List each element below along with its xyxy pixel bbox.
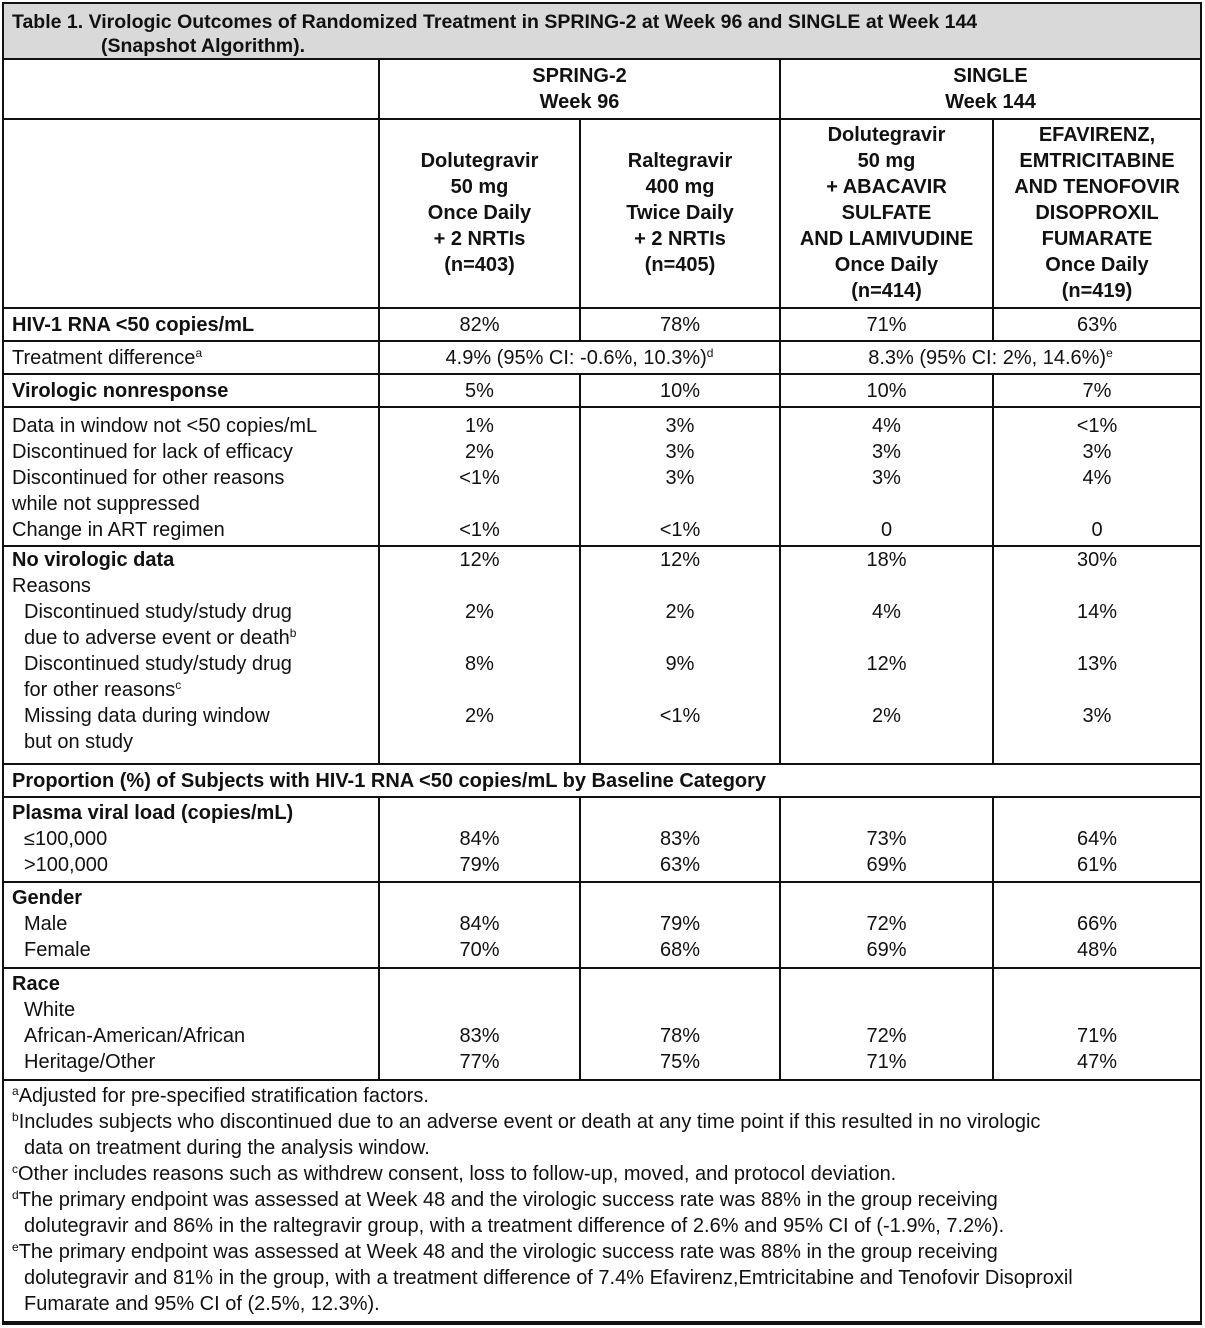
cell-value: 71% [780,308,993,341]
cell-value: 72% [866,1025,907,1047]
arm-line: Raltegravir [627,150,733,172]
footnote-text: dolutegravir and 86% in the raltegravir group, with a treatment difference of 2.6% and 95% CI of (-1.9%, 7.2%). [24,1215,1005,1237]
label-text: due to adverse event or death [24,627,290,649]
cell-value: 5% [379,374,580,407]
row-label: Plasma viral load (copies/mL) [12,802,294,824]
cell-value: 2% [665,601,695,623]
arm-line: DISOPROXIL [1035,202,1159,224]
row-label: while not suppressed [12,493,200,515]
footnote-mark: d [12,1188,19,1202]
arm-line: Once Daily [834,254,939,276]
arm-line: Once Daily [1045,254,1149,276]
table-row-treatment-difference [4,341,1200,374]
footnotes [4,1080,1200,1322]
table-row-plasma [4,797,1200,882]
arm-line: + 2 NRTIs [634,228,726,250]
arm-line: Twice Daily [626,202,734,224]
footnote-mark: a [195,346,203,360]
row-label: Data in window not <50 copies/mL [12,415,318,437]
cell-value: 3% [1082,441,1112,463]
race-values [993,968,1200,1080]
arm-line: 400 mg [645,176,715,198]
footnote-text: Fumarate and 95% CI of (2.5%, 12.3%). [24,1293,380,1315]
cell-value: 12% [659,549,701,571]
cell-value: 3% [872,467,901,489]
row-label: >100,000 [24,854,108,876]
row-label: Discontinued for lack of efficacy [12,441,293,463]
cell-value: 3% [665,415,695,437]
cell-value: 2% [465,705,494,727]
race-values [780,968,993,1080]
arm-line: EMTRICITABINE [1019,150,1175,172]
arm-header-dolutegravir [379,119,580,308]
footnote-mark: a [12,1084,19,1098]
table-row-no-virologic-data [4,546,1200,764]
arm-line: FUMARATE [1041,228,1153,250]
cell-value [781,997,992,1023]
row-label: White [24,999,76,1021]
row-label: African-American/African [24,1025,246,1047]
cell-value: <1% [459,467,500,489]
arm-line: AND LAMIVUDINE [799,228,974,250]
race-values [580,968,780,1080]
section-header: Proportion (%) of Subjects with HIV-1 RNA <50 copies/mL by Baseline Category [4,764,1200,797]
cell-value: 10% [780,374,993,407]
plasma-values [580,797,780,882]
cell-value [581,997,779,1023]
row-label: Virologic nonresponse [4,374,379,407]
plasma-labels [4,797,379,882]
cell-value: 73% [866,828,907,850]
arm-line: Once Daily [427,202,532,224]
cell-value: 48% [1076,939,1118,961]
arm-line: 50 mg [450,176,509,198]
cell-value: 4% [1082,467,1112,489]
cell-value: 75% [659,1051,701,1073]
row-label: Heritage/Other [24,1051,156,1073]
value-text: 8.3% (95% CI: 2%, 14.6%) [868,347,1107,369]
race-values [379,968,580,1080]
footnote-e [12,1239,1192,1265]
cell-value: 3% [872,441,901,463]
table-title-line1: Table 1. Virologic Outcomes of Randomized Treatment in SPRING-2 at Week 96 and SINGLE at Week 144 [12,11,978,33]
cell-value: 3% [1082,705,1112,727]
table-row-proportion-header [4,764,1200,797]
table-row-race [4,968,1200,1080]
group-week: Week 96 [539,91,620,113]
arm-header-raltegravir [580,119,780,308]
row-label: Discontinued for other reasons [12,467,285,489]
arm-line: Dolutegravir [827,124,946,146]
group-name: SPRING-2 [532,65,627,87]
cell-value: 66% [1076,913,1118,935]
row-label: Reasons [12,575,91,597]
cell-value: 71% [1076,1025,1118,1047]
footnote-mark: d [706,346,714,360]
arm-line: (n=419) [1061,280,1133,302]
cell-value: 14% [1076,601,1118,623]
blank-arm-label-cell [4,119,379,308]
cell-value: 1% [465,415,494,437]
cell-spring-difference [379,341,780,374]
arm-line [380,122,579,148]
arm-line: (n=414) [851,280,922,302]
footnote-b [12,1109,1192,1135]
cell-value: 69% [866,854,907,876]
arm-line: (n=403) [444,254,515,276]
cell-value: 79% [659,913,701,935]
gender-values [580,882,780,968]
cell-value: 3% [665,467,695,489]
novirologic-values [993,546,1200,764]
row-label [12,625,378,651]
cell-value: 82% [379,308,580,341]
table-row-nonresponse [4,374,1200,407]
row-label: Discontinued study/study drug [24,601,292,623]
cell-value: 12% [866,653,907,675]
gender-labels [4,882,379,968]
cell-value: 72% [866,913,907,935]
detail-values [580,407,780,546]
footnote-text: Other includes reasons such as withdrew consent, loss to follow-up, moved, and protocol deviation. [18,1163,897,1185]
group-header-spring2 [379,60,780,119]
cell-value: 2% [872,705,901,727]
row-label: HIV-1 RNA <50 copies/mL [4,308,379,341]
table-row-footnotes [4,1080,1200,1322]
row-label: Discontinued study/study drug [24,653,292,675]
cell-value: 68% [659,939,701,961]
cell-single-difference [780,341,1200,374]
outcomes-table [2,2,1202,1325]
cell-value: 13% [1076,653,1118,675]
novirologic-values [379,546,580,764]
cell-value: 61% [1076,854,1118,876]
arm-line: + ABACAVIR [826,176,947,198]
arm-header-dolutegravir-abacavir [780,119,993,308]
footnote-mark: b [289,626,297,640]
value-text: 4.9% (95% CI: -0.6%, 10.3%) [445,347,707,369]
cell-value: 63% [659,854,701,876]
gender-values [780,882,993,968]
footnote-mark: e [1106,346,1113,360]
cell-value: 9% [665,653,695,675]
cell-value: 78% [659,1025,701,1047]
cell-value: 83% [659,828,701,850]
table-row-gender [4,882,1200,968]
footnote-c [12,1161,1192,1187]
arm-line: EFAVIRENZ, [1038,124,1156,146]
detail-values [780,407,993,546]
footnote-mark: e [12,1240,19,1254]
table-row-hiv [4,308,1200,341]
arm-line: 50 mg [857,150,916,172]
cell-value: <1% [659,519,701,541]
row-label: Change in ART regimen [12,519,225,541]
footnote-mark: b [12,1110,19,1124]
cell-value: 8% [465,653,494,675]
footnote-d [12,1187,1192,1213]
detail-labels [4,407,379,546]
row-label: Female [24,939,91,961]
label-text: Treatment difference [12,347,196,369]
cell-value: 47% [1076,1051,1118,1073]
cell-value: 18% [866,549,907,571]
footnote-text: The primary endpoint was assessed at Week 48 and the virologic success rate was 88% in the group receiving [18,1189,998,1211]
cell-value: 69% [866,939,907,961]
cell-value: 70% [459,939,500,961]
group-header-row [4,60,1200,119]
cell-value [994,997,1200,1023]
group-name: SINGLE [953,65,1028,87]
footnote-text: The primary endpoint was assessed at Week 48 and the virologic success rate was 88% in the group receiving [18,1241,998,1263]
footnote-text: Adjusted for pre-specified stratification factors. [18,1085,429,1107]
cell-value: 84% [459,913,500,935]
cell-value: 0 [880,519,893,541]
cell-value: 12% [459,549,500,571]
arm-line: (n=405) [644,254,716,276]
data-table [4,60,1200,1323]
row-label: Gender [12,887,83,909]
cell-value: 84% [459,828,500,850]
blank-corner-cell [4,60,379,119]
row-label: Missing data during window [24,705,270,727]
arm-header-row [4,119,1200,308]
detail-values [993,407,1200,546]
cell-value: <1% [1076,415,1118,437]
row-label: but on study [24,731,133,753]
race-labels [4,968,379,1080]
footnote-text: Includes subjects who discontinued due to an adverse event or death at any time point if this resulted in no virologic [18,1111,1041,1133]
table-title-line2: (Snapshot Algorithm). [101,35,306,57]
plasma-values [780,797,993,882]
table-row-nonresponse-detail [4,407,1200,546]
table-title [4,4,1200,60]
arm-line: SULFATE [841,202,932,224]
arm-line [581,122,779,148]
cell-value: 2% [465,441,494,463]
row-label: No virologic data [12,549,175,571]
gender-values [379,882,580,968]
detail-values [379,407,580,546]
group-header-single [780,60,1200,119]
row-label: Race [12,973,60,995]
label-text: for other reasons [24,679,176,701]
cell-value: <1% [459,519,500,541]
row-label: ≤100,000 [24,828,108,850]
cell-value: 79% [459,854,500,876]
cell-value: 78% [580,308,780,341]
cell-value: 4% [872,415,901,437]
row-label [4,341,379,374]
cell-value: 2% [465,601,494,623]
arm-header-efavirenz [993,119,1200,308]
cell-value: 0 [1091,519,1103,541]
row-label [12,677,378,703]
plasma-values [993,797,1200,882]
novirologic-values [780,546,993,764]
arm-line: AND TENOFOVIR [1014,176,1180,198]
cell-value: 3% [665,441,695,463]
cell-value: <1% [659,705,701,727]
cell-value: 4% [872,601,901,623]
cell-value: 83% [459,1025,500,1047]
novirologic-values [580,546,780,764]
cell-value [380,997,579,1023]
arm-line: + 2 NRTIs [433,228,526,250]
plasma-values [379,797,580,882]
cell-value: 63% [993,308,1200,341]
footnote-a [12,1083,1192,1109]
cell-value: 71% [866,1051,907,1073]
arm-line: Dolutegravir [420,150,539,172]
cell-value: 10% [580,374,780,407]
cell-value: 77% [459,1051,500,1073]
gender-values [993,882,1200,968]
footnote-mark: c [12,1162,18,1176]
novirologic-labels [4,546,379,764]
row-label: Male [24,913,68,935]
cell-value: 7% [993,374,1200,407]
footnote-text: dolutegravir and 81% in the group, with a treatment difference of 7.4% Efavirenz,Emtricitabine and Tenofovir Disoproxil [24,1267,1073,1289]
footnote-mark: c [175,678,182,692]
footnote-text: data on treatment during the analysis window. [24,1137,430,1159]
cell-value: 64% [1076,828,1118,850]
group-week: Week 144 [945,91,1036,113]
cell-value: 30% [1076,549,1118,571]
